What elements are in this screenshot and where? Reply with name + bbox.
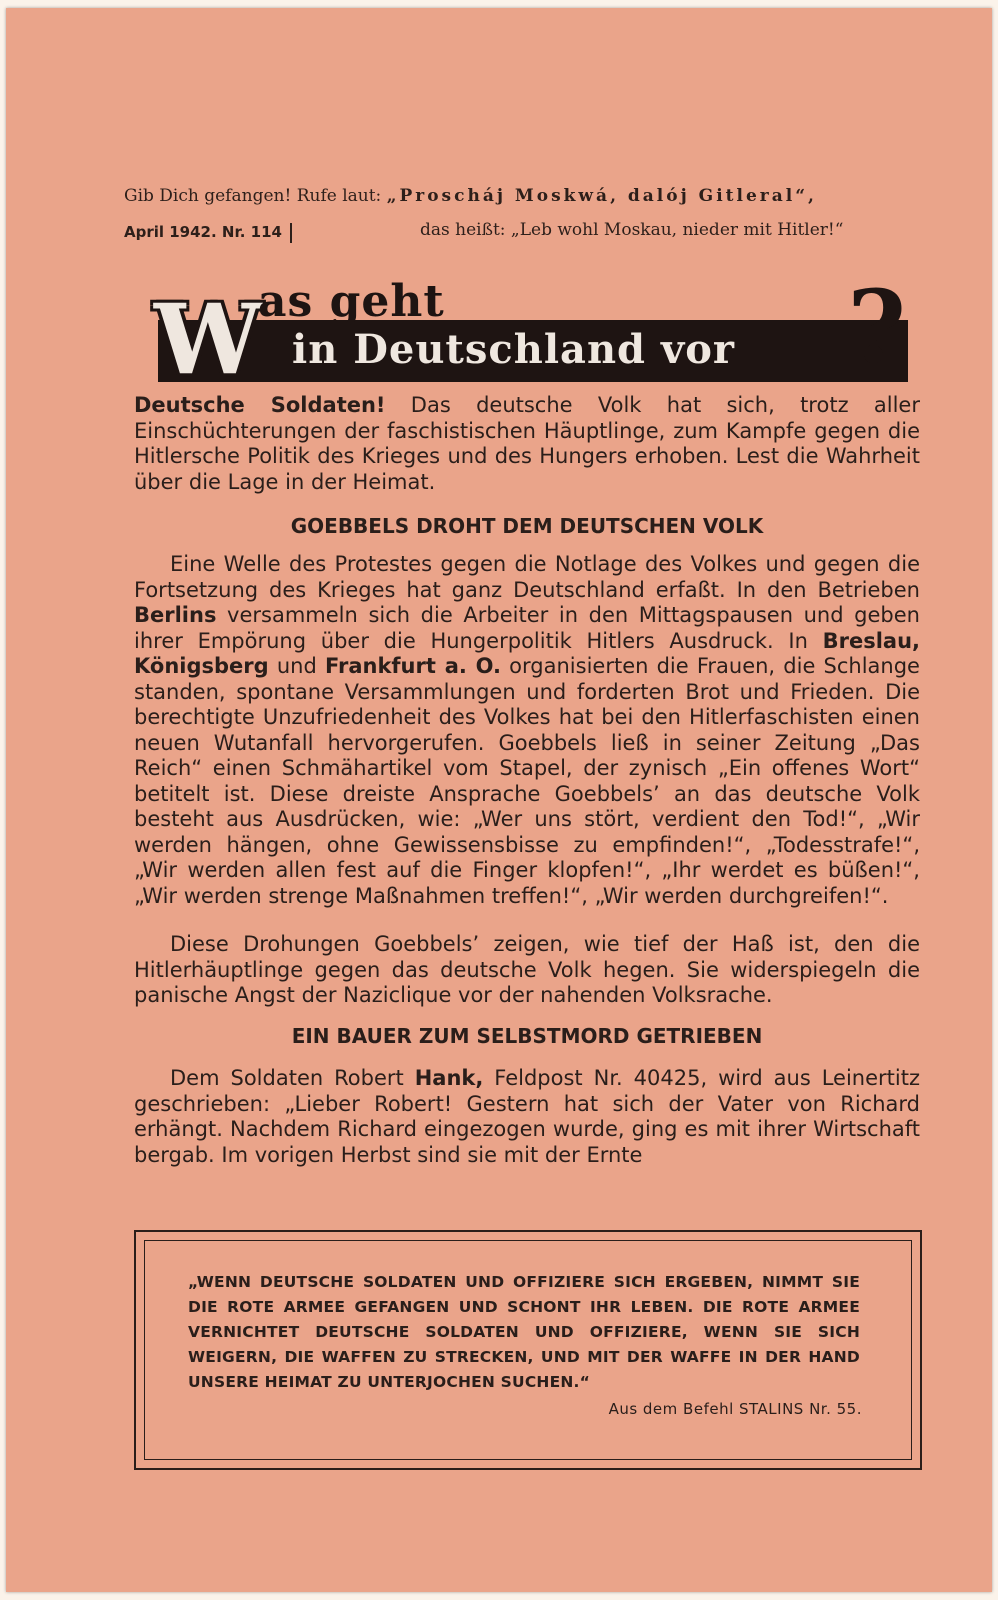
section-1-text-b: versammeln sich die Arbeiter in den Mittagspausen und geben ihrer Empörung über die Hungerpolitik Hitlers Ausdruck. In bbox=[134, 603, 920, 653]
section-2-title: EIN BAUER ZUM SELBSTMORD GETRIEBEN bbox=[291, 1024, 763, 1048]
city-berlin: Berlins bbox=[134, 603, 217, 627]
banner-top-text: as geht bbox=[258, 276, 445, 327]
intro-paragraph bbox=[134, 393, 920, 495]
header-translation: das heißt: „Leb wohl Moskau, nieder mit Hitler!“ bbox=[420, 220, 844, 240]
section-2-text-b: Feldpost Nr. 40425, wird aus Leinertitz geschrieben: „Lieber Robert! Gestern hat sich der Vater von Richard erhängt. Nachdem Richard eingezogen wurde, ging es mit ihrer Wirtschaft bergab. Im vorigen Herbst sind sie mit der Ernte bbox=[134, 1066, 920, 1167]
banner-question-mark: ? bbox=[847, 268, 906, 386]
issue-number: April 1942. Nr. 114 bbox=[124, 223, 282, 241]
quote-source: Aus dem Befehl STALINS Nr. 55. bbox=[608, 1400, 862, 1418]
city-breslau-koenigsberg: Breslau, Königsberg bbox=[134, 628, 920, 678]
section-1-title: GOEBBELS DROHT DEM DEUTSCHEN VOLK bbox=[290, 514, 764, 538]
banner-initial: W bbox=[154, 283, 262, 396]
section-1-text-c: und bbox=[268, 654, 325, 678]
stalin-quote-box bbox=[134, 1230, 922, 1470]
section-1-paragraph-2: Diese Drohungen Goebbels’ zeigen, wie tief der Haß ist, den die Hitlerhäuptlinge gegen das deutsche Volk hegen. Sie widerspiegeln die panische Angst der Naziclique vor der nahenden Volksrache. bbox=[134, 932, 920, 1007]
header-line-2 bbox=[124, 222, 292, 243]
section-1-text-d: organisierten die Frauen, die Schlange standen, spontane Versammlungen und forderten Brot und Frieden. Die berechtigte Unzufriedenheit des Volkes hat bei den Hitlerfaschisten einen neuen Wutanfall hervorgerufen. Goebbels ließ in seiner Zeitung „Das Reich“ einen Schmähartikel vom Stapel, der zynisch „Ein offenes Wort“ betitelt ist. Diese dreiste Ansprache Goebbels’ an das deutsche Volk besteht aus Ausdrücken, wie: „Wer uns stört, verdient den Tod!“, „Wir werden hängen, ohne Gewissensbisse zu empfinden!“, „Todesstrafe!“, „Wir werden allen fest auf die Finger klopfen!“, „Ihr werdet es büßen!“, „Wir werden strenge Maßnahmen treffen!“, „Wir werden durchgreifen!“. bbox=[134, 654, 920, 908]
section-2-text-a: Dem Soldaten Robert bbox=[170, 1066, 415, 1090]
intro-lead: Deutsche Soldaten! bbox=[134, 393, 386, 417]
header-line-1 bbox=[124, 186, 817, 206]
section-1-paragraph-1 bbox=[134, 552, 920, 909]
section-1-text-a: Eine Welle des Protestes gegen die Notlage des Volkes und gegen die Fortsetzung des Krieges hat ganz Deutschland erfaßt. In den Betrieben bbox=[134, 552, 920, 602]
quote-text: „WENN DEUTSCHE SOLDATEN UND OFFIZIERE SICH ERGEBEN, NIMMT SIE DIE ROTE ARMEE GEFANGEN UND SCHONT IHR LEBEN. DIE ROTE ARMEE VERNICHTET DEUTSCHE SOLDATEN UND OFFIZIERE, WENN SIE SICH WEIGERN, DIE WAFFEN ZU STRECKEN, UND MIT DER WAFFE IN DER HAND UNSERE HEIMAT ZU UNTERJOCHEN SUCHEN.“ bbox=[188, 1273, 860, 1391]
header-line-1-prefix: Gib Dich gefangen! Rufe laut: bbox=[124, 186, 387, 206]
header-line-1-phrase: „Proscháj Moskwá, dalój Gitleral“, bbox=[386, 186, 817, 206]
banner-bottom-text: in Deutschland vor bbox=[292, 326, 735, 373]
intro-text: Das deutsche Volk hat sich, trotz aller Einschüchterungen der faschistischen Häuptlinge, zum Kampfe gegen die Hitlersche Politik des Krieges und des Hungers erhoben. Lest die Wahrheit über die Lage in der Heimat. bbox=[134, 393, 920, 494]
masthead-banner bbox=[154, 268, 912, 396]
city-frankfurt: Frankfurt a. O. bbox=[324, 654, 502, 678]
soldier-name: Hank, bbox=[414, 1066, 484, 1090]
section-2-paragraph-1 bbox=[134, 1066, 920, 1168]
leaflet-sheet bbox=[6, 8, 992, 1592]
issue-divider bbox=[290, 223, 292, 243]
